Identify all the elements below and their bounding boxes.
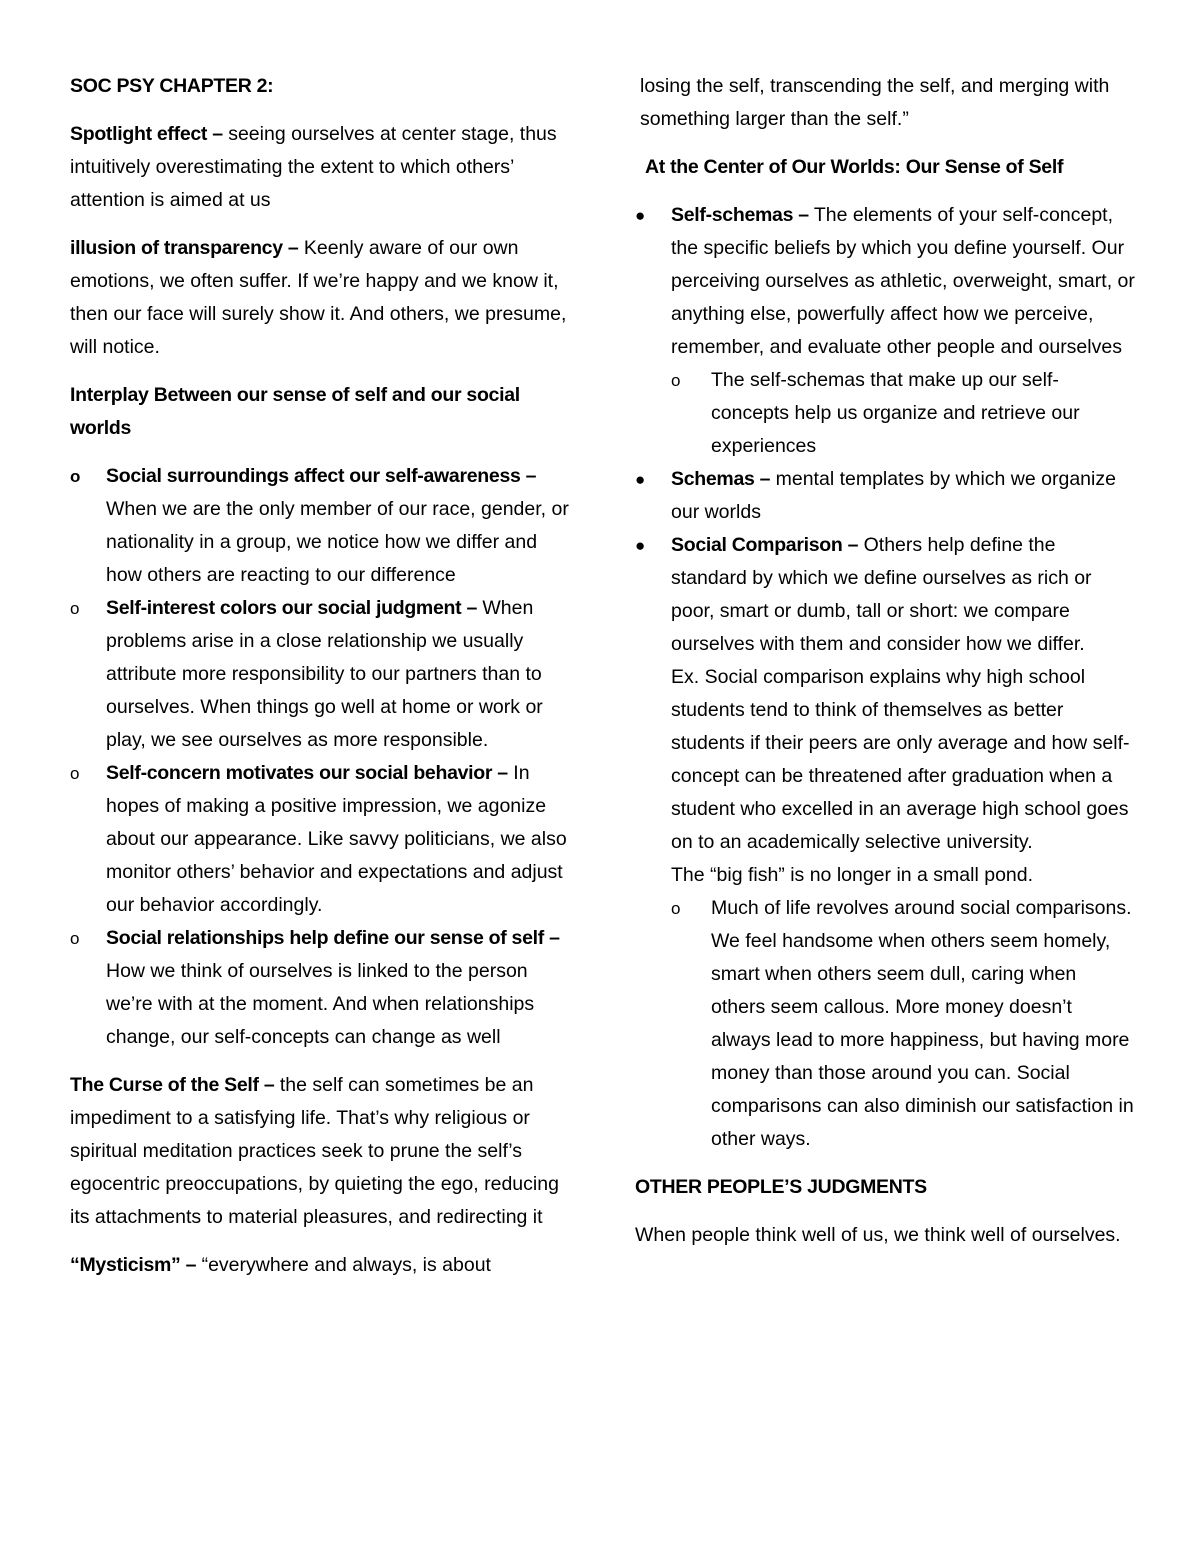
list-item bbox=[70, 592, 570, 757]
circle-bullet-icon: o bbox=[671, 371, 681, 390]
right-column bbox=[635, 70, 1135, 1267]
circle-bullet-icon: o bbox=[70, 467, 81, 486]
other-peoples-judgments-text: When people think well of us, we think well of ourselves. bbox=[635, 1224, 1121, 1246]
spotlight-effect-definition: seeing ourselves at center stage, thus intuitively overestimating the extent to which others’ attention is aimed at us bbox=[70, 123, 557, 211]
circle-bullet-icon: o bbox=[671, 899, 681, 918]
list-item-term: Self-schemas – bbox=[671, 204, 809, 226]
bullet-icon: ● bbox=[635, 536, 646, 555]
sub-list-item-text: The self-schemas that make up our self-concepts help us organize and retrieve our experiences bbox=[711, 369, 1080, 457]
center-of-worlds-heading: At the Center of Our Worlds: Our Sense of Self bbox=[645, 156, 1064, 178]
sub-list bbox=[671, 364, 1135, 463]
left-column bbox=[70, 70, 570, 1297]
list-item-term: Self-interest colors our social judgment – bbox=[106, 597, 477, 619]
list-item bbox=[635, 463, 1135, 529]
list-item bbox=[70, 757, 570, 922]
list-item-term: Social Comparison – bbox=[671, 534, 859, 556]
curse-of-the-self-term: The Curse of the Self – bbox=[70, 1074, 275, 1096]
big-fish-note: The “big fish” is no longer in a small pond. bbox=[671, 864, 1034, 886]
interplay-heading: Interplay Between our sense of self and our social worlds bbox=[70, 384, 520, 439]
mysticism-paragraph bbox=[70, 1249, 570, 1282]
list-item-text: Others help define the standard by which we define ourselves as rich or poor, smart or dumb, tall or short: we compare ourselves with them and consider how we differ. bbox=[671, 534, 1092, 655]
social-comparison-example: Ex. Social comparison explains why high school students tend to think of themselves as better students if their peers are only average and how self-concept can be threatened after graduation when a student who excelled in an average high school goes on to an academically selective university. bbox=[671, 666, 1130, 853]
interplay-list bbox=[70, 460, 570, 1054]
bullet-icon: ● bbox=[635, 206, 646, 225]
illusion-of-transparency-paragraph bbox=[70, 232, 570, 364]
list-item-term: Social surroundings affect our self-awareness – bbox=[106, 465, 537, 487]
list-item-text: When problems arise in a close relationship we usually attribute more responsibility to our partners than to ourselves. When things go well at home or work or play, we see ourselves as more responsible. bbox=[106, 597, 543, 751]
sub-list-item-text: Much of life revolves around social comparisons. We feel handsome when others seem homely, smart when others seem dull, caring when others seem callous. More money doesn’t always lead to more happiness, but having more money than those around you can. Social comparisons can also diminish our satisfaction in other ways. bbox=[711, 897, 1134, 1150]
list-item-term: Self-concern motivates our social behavior – bbox=[106, 762, 508, 784]
list-item-text: mental templates by which we organize our worlds bbox=[671, 468, 1116, 523]
list-item bbox=[70, 922, 570, 1054]
list-item bbox=[635, 199, 1135, 463]
mysticism-term: “Mysticism” – bbox=[70, 1254, 197, 1276]
mysticism-continuation: losing the self, transcending the self, and merging with something larger than the self.” bbox=[640, 75, 1110, 130]
sub-list bbox=[671, 892, 1135, 1156]
sense-of-self-list bbox=[635, 199, 1135, 1156]
mysticism-quote: “everywhere and always, is about bbox=[196, 1254, 491, 1276]
list-item bbox=[70, 460, 570, 592]
curse-of-the-self-paragraph bbox=[70, 1069, 570, 1234]
sub-list-item bbox=[671, 892, 1135, 1156]
illusion-of-transparency-definition: Keenly aware of our own emotions, we often suffer. If we’re happy and we know it, then our face will surely show it. And others, we presume, will notice. bbox=[70, 237, 567, 358]
spotlight-effect-paragraph bbox=[70, 118, 570, 217]
curse-of-the-self-definition: the self can sometimes be an impediment to a satisfying life. That’s why religious or spiritual meditation practices seek to prune the self’s egocentric preoccupations, by quieting the ego, reducing its attachments to material pleasures, and redirecting it bbox=[70, 1074, 559, 1228]
circle-bullet-icon: o bbox=[70, 764, 80, 783]
list-item-text: How we think of ourselves is linked to the person we’re with at the moment. And when relationships change, our self-concepts can change as well bbox=[106, 960, 535, 1048]
bullet-icon: ● bbox=[635, 470, 646, 489]
list-item-term: Schemas – bbox=[671, 468, 771, 490]
other-peoples-judgments-heading: OTHER PEOPLE’S JUDGMENTS bbox=[635, 1176, 927, 1198]
spotlight-effect-term: Spotlight effect – bbox=[70, 123, 223, 145]
circle-bullet-icon: o bbox=[70, 929, 80, 948]
list-item-term: Social relationships help define our sense of self – bbox=[106, 927, 560, 949]
list-item-text: When we are the only member of our race, gender, or nationality in a group, we notice how we differ and how others are reacting to our difference bbox=[106, 498, 569, 586]
list-item-text: The elements of your self-concept, the specific beliefs by which you define yourself. Our perceiving ourselves as athletic, overweight, smart, or anything else, powerfully affect how we perceive, remember, and evaluate other people and ourselves bbox=[671, 204, 1135, 358]
document-title: SOC PSY CHAPTER 2: bbox=[70, 75, 274, 97]
illusion-of-transparency-term: illusion of transparency – bbox=[70, 237, 299, 259]
sub-list-item bbox=[671, 364, 1135, 463]
list-item-text: In hopes of making a positive impression, we agonize about our appearance. Like savvy politicians, we also monitor others’ behavior and expectations and adjust our behavior accordingly. bbox=[106, 762, 567, 916]
list-item bbox=[635, 529, 1135, 1156]
circle-bullet-icon: o bbox=[70, 599, 80, 618]
